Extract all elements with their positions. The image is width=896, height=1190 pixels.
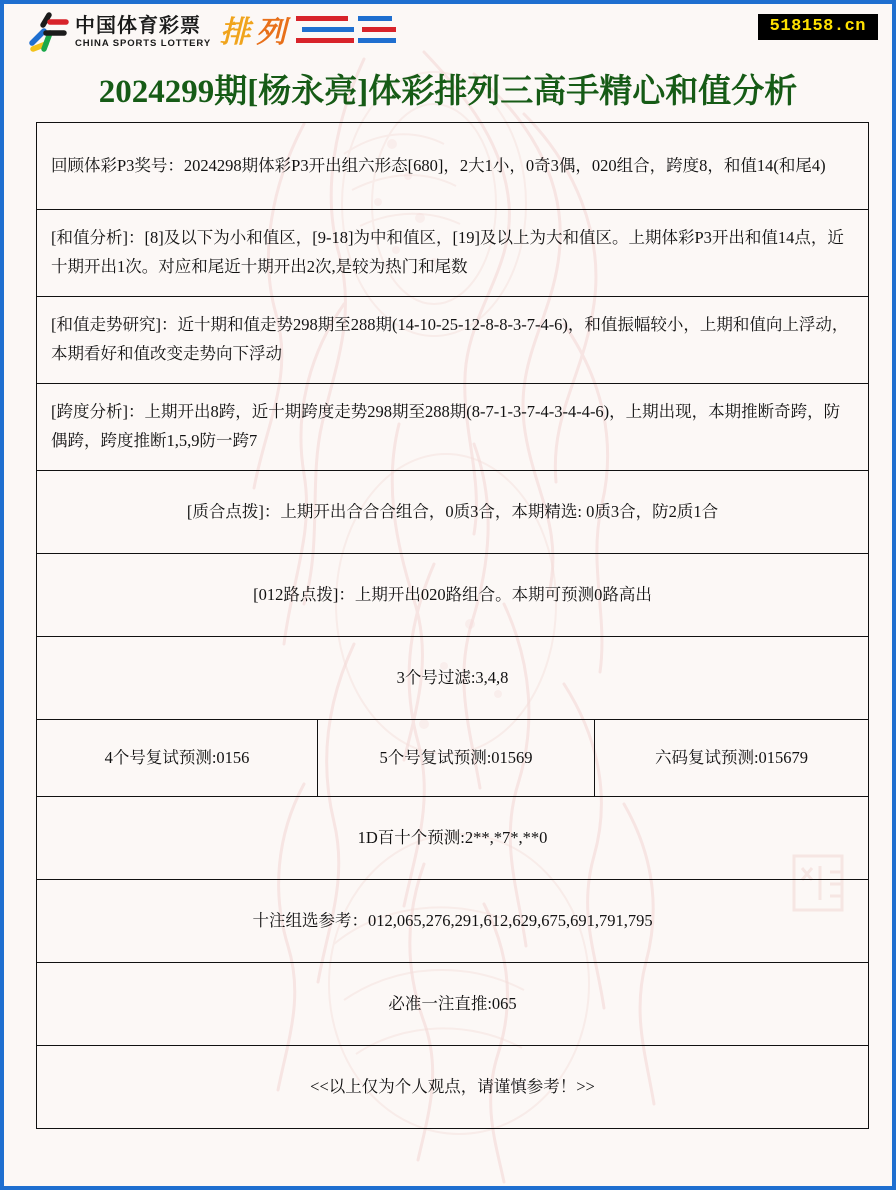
brand-lockup	[26, 10, 406, 54]
table-row	[37, 471, 869, 554]
table-row	[37, 880, 869, 963]
disclaimer-row: <<以上仅为个人观点，请谨慎参考！>>	[37, 1046, 869, 1129]
page-title: 2024299期[杨永亮]体彩排列三高手精心和值分析	[98, 74, 798, 110]
prime-composite-row: [质合点拨]：上期开出合合合组合，0质3合，本期精选: 0质3合，防2质1合	[37, 471, 869, 554]
one-d-prediction-row: 1D百十个预测:2**,*7*,**0	[37, 797, 869, 880]
game-wordmark-pailiesan-icon	[218, 10, 406, 54]
five-number-prediction: 5个号复试预测:01569	[318, 720, 595, 797]
site-watermark-badge: 518158.cn	[758, 14, 878, 40]
table-row	[37, 963, 869, 1046]
table-row	[37, 123, 869, 210]
brand-name-cn: 中国体育彩票	[75, 14, 201, 37]
analysis-table-wrap	[4, 122, 892, 1129]
brand-text	[75, 16, 211, 49]
filter3-row: 3个号过滤:3,4,8	[37, 637, 869, 720]
analysis-table	[36, 122, 869, 1129]
table-row	[37, 1046, 869, 1129]
svg-text:排: 排	[220, 16, 251, 49]
page-header	[4, 4, 892, 62]
sum-analysis-row: [和值分析]：[8]及以下为小和值区，[9-18]为中和值区，[19]及以上为大和值区。上期体彩P3开出和值14点，近十期开出1次。对应和尾近十期开出2次,是较为热门和尾数	[37, 210, 869, 297]
sports-lottery-logo-icon	[26, 11, 70, 53]
span-analysis-row: [跨度分析]：上期开出8跨，近十期跨度走势298期至288期(8-7-1-3-7-4-3-4-4-6)，上期出现，本期推断奇跨，防偶跨，跨度推断1,5,9防一跨7	[37, 384, 869, 471]
svg-text:列: 列	[256, 16, 287, 49]
table-row	[37, 554, 869, 637]
table-row	[37, 797, 869, 880]
sum-trend-row: [和值走势研究]：近十期和值走势298期至288期(14-10-25-12-8-8-3-7-4-6)，和值振幅较小，上期和值向上浮动，本期看好和值改变走势向下浮动	[37, 297, 869, 384]
six-number-prediction: 六码复试预测:015679	[595, 720, 869, 797]
brand-name-en: CHINA SPORTS LOTTERY	[75, 37, 212, 49]
table-row	[37, 720, 869, 797]
table-row	[37, 210, 869, 297]
road012-row: [012路点拨]：上期开出020路组合。本期可预测0路高出	[37, 554, 869, 637]
table-row	[37, 297, 869, 384]
four-number-prediction: 4个号复试预测:0156	[37, 720, 318, 797]
table-row	[37, 637, 869, 720]
review-row: 回顾体彩P3奖号：2024298期体彩P3开出组六形态[680]，2大1小，0奇3偶，020组合，跨度8，和值14(和尾4)	[37, 123, 869, 210]
must-hit-single-row: 必准一注直推:065	[37, 963, 869, 1046]
ten-group-reference-row: 十注组选参考：012,065,276,291,612,629,675,691,791,795	[37, 880, 869, 963]
table-row	[37, 384, 869, 471]
